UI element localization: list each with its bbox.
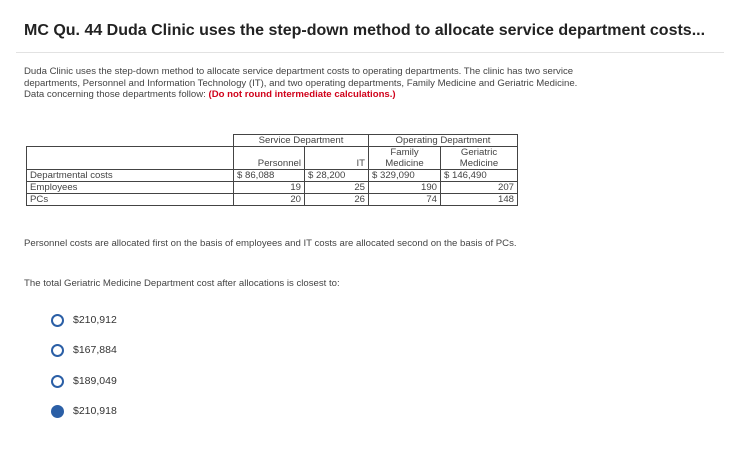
- family-value: 190: [369, 182, 441, 194]
- radio-button-selected-icon[interactable]: [51, 405, 64, 418]
- rounding-warning: (Do not round intermediate calculations.): [208, 89, 396, 101]
- allocation-note: Personnel costs are allocated first on the basis of employees and IT costs are allocated second on the basis of PCs.: [24, 238, 517, 249]
- personnel-value: $ 86,088: [234, 170, 305, 182]
- answer-option-label: $210,912: [73, 314, 117, 326]
- header-label-cell: [27, 147, 234, 159]
- question-prompt: The total Geriatric Medicine Department cost after allocations is closest to:: [24, 278, 340, 289]
- it-value: 26: [305, 194, 369, 206]
- personnel-value: 19: [234, 182, 305, 194]
- personnel-value: 20: [234, 194, 305, 206]
- answer-option-label: $189,049: [73, 375, 117, 387]
- radio-button-icon[interactable]: [51, 375, 64, 388]
- geriatric-header-line1: Geriatric: [441, 147, 518, 159]
- table-row: [27, 170, 518, 182]
- answer-option-selected[interactable]: [51, 402, 117, 420]
- question-title: MC Qu. 44 Duda Clinic uses the step-down method to allocate service department costs...: [24, 22, 706, 39]
- answer-option-label: $210,918: [73, 405, 117, 417]
- family-header-line2: Medicine: [369, 158, 441, 170]
- question-intro: [24, 66, 584, 101]
- header-label-cell-2: [27, 158, 234, 170]
- row-label: PCs: [27, 194, 234, 206]
- intro-text: Duda Clinic uses the step-down method to allocate service department costs to operating departments. The clinic has two service departments, Personnel and Information Technology (IT), and two operating departments, Family Medicine and Geriatric Medicine. Data concerning those departments follow:: [24, 66, 578, 101]
- family-value: 74: [369, 194, 441, 206]
- geriatric-value: 207: [441, 182, 518, 194]
- family-value: $ 329,090: [369, 170, 441, 182]
- it-header-label: IT: [305, 158, 369, 170]
- operating-department-header: Operating Department: [369, 135, 518, 147]
- it-value: $ 28,200: [305, 170, 369, 182]
- table-row: [27, 194, 518, 206]
- department-data-table: [26, 134, 518, 206]
- radio-button-icon[interactable]: [51, 344, 64, 357]
- answer-option[interactable]: [51, 311, 117, 329]
- table-row: [27, 182, 518, 194]
- geriatric-header-line2: Medicine: [441, 158, 518, 170]
- row-label: Departmental costs: [27, 170, 234, 182]
- personnel-header-label: Personnel: [234, 158, 305, 170]
- family-header-line1: Family: [369, 147, 441, 159]
- title-divider: [16, 52, 724, 53]
- row-label: Employees: [27, 182, 234, 194]
- answer-option-label: $167,884: [73, 344, 117, 356]
- personnel-header: [234, 147, 305, 159]
- it-header: [305, 147, 369, 159]
- answer-option[interactable]: [51, 341, 117, 359]
- geriatric-value: 148: [441, 194, 518, 206]
- service-department-header: Service Department: [234, 135, 369, 147]
- it-value: 25: [305, 182, 369, 194]
- radio-button-icon[interactable]: [51, 314, 64, 327]
- geriatric-value: $ 146,490: [441, 170, 518, 182]
- answer-option[interactable]: [51, 372, 117, 390]
- table-corner: [27, 135, 234, 147]
